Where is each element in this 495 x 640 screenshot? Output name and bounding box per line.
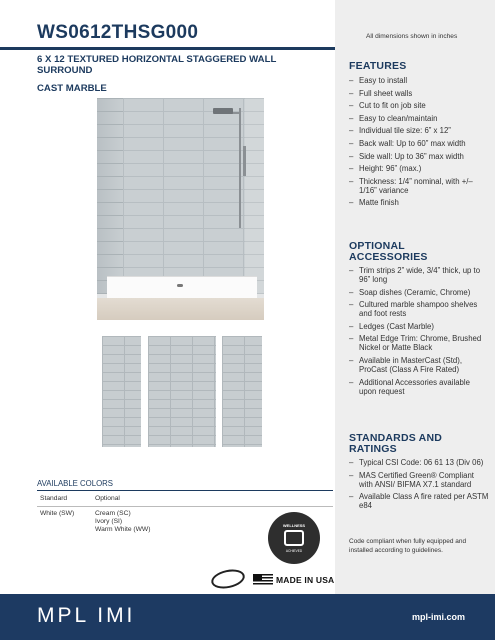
handshower-icon — [243, 146, 246, 176]
colors-col-optional: Optional — [92, 491, 333, 507]
product-material: CAST MARBLE — [37, 83, 107, 94]
list-item: – MAS Certified Green® Compliant with ANSI/ BIFMA X7.1 standard — [349, 471, 489, 489]
list-item: – Metal Edge Trim: Chrome, Brushed Nickel or Matte Black — [349, 334, 489, 352]
list-item: – Height: 96” (max.) — [349, 164, 489, 173]
made-in-usa-label: MADE IN USA — [276, 575, 335, 585]
product-title: 6 X 12 TEXTURED HORIZONTAL STAGGERED WALL SURROUND — [37, 54, 277, 76]
list-item: – Soap dishes (Ceramic, Chrome) — [349, 288, 489, 297]
optional-color: Ivory (SI) — [95, 518, 123, 525]
us-flag-icon — [253, 574, 273, 586]
list-item: – Available in MasterCast (Std), ProCast (Class A Fire Rated) — [349, 356, 489, 374]
model-number: WS0612THSG000 — [37, 22, 199, 43]
list-item: – Ledges (Cast Marble) — [349, 322, 489, 331]
wellness-badge-icon — [268, 512, 320, 564]
shower-drain — [177, 284, 183, 287]
list-item: – Thickness: 1/4” nominal, with +/– 1/16” variance — [349, 177, 489, 195]
shower-pipe — [239, 108, 241, 228]
colors-col-standard: Standard — [37, 491, 92, 507]
list-item: – Individual tile size: 6” x 12” — [349, 126, 489, 135]
accessories-list — [349, 266, 489, 399]
shower-pan — [107, 276, 257, 298]
list-item: – Available Class A fire rated per ASTM e84 — [349, 492, 489, 510]
standards-heading: STANDARDS AND RATINGS — [349, 432, 443, 455]
features-list — [349, 76, 489, 211]
header-rule — [0, 47, 335, 50]
floor — [97, 298, 264, 320]
back-panel — [148, 336, 216, 447]
list-item: – Side wall: Up to 36” max width — [349, 152, 489, 161]
right-side-wall — [245, 98, 264, 294]
certification-logo-icon — [211, 568, 245, 590]
list-item: – Easy to clean/maintain — [349, 114, 489, 123]
list-item: – Full sheet walls — [349, 89, 489, 98]
dimensions-note: All dimensions shown in inches — [366, 33, 458, 40]
list-item: – Cultured marble shampoo shelves and foot rests — [349, 300, 489, 318]
swoosh-icon — [210, 567, 247, 592]
website-link[interactable]: mpl-imi.com — [411, 612, 465, 622]
list-item: – Additional Accessories available upon request — [349, 378, 489, 396]
shower-head-icon — [213, 108, 233, 114]
brand-logo: MPL IMI — [37, 604, 136, 627]
list-item: – Easy to install — [349, 76, 489, 85]
list-item: – Matte finish — [349, 198, 489, 207]
standards-list — [349, 458, 489, 514]
badge-text-top: WELLNESS — [282, 523, 306, 528]
accessories-heading: OPTIONAL ACCESSORIES — [349, 240, 428, 263]
compliance-note: Code compliant when fully equipped and installed according to guidelines. — [349, 538, 467, 554]
available-colors-heading: AVAILABLE COLORS — [37, 479, 113, 488]
left-side-wall — [97, 98, 123, 294]
optional-color: Warm White (WW) — [95, 526, 151, 533]
gauge-icon — [284, 530, 304, 546]
side-panel-right — [222, 336, 262, 447]
list-item: – Typical CSI Code: 06 61 13 (Div 06) — [349, 458, 489, 467]
list-item: – Back wall: Up to 60” max width — [349, 139, 489, 148]
back-wall — [123, 98, 245, 276]
product-installed-image — [97, 98, 264, 320]
flag-canton — [253, 574, 262, 580]
list-item: – Trim strips 2” wide, 3/4” thick, up to 96” long — [349, 266, 489, 284]
list-item: – Cut to fit on job site — [349, 101, 489, 110]
optional-color: Cream (SC) — [95, 510, 131, 517]
standard-color: White (SW) — [40, 510, 75, 517]
badge-text-bottom: ACHIEVED — [285, 549, 303, 553]
features-heading: FEATURES — [349, 60, 407, 72]
side-panel-left — [102, 336, 141, 447]
